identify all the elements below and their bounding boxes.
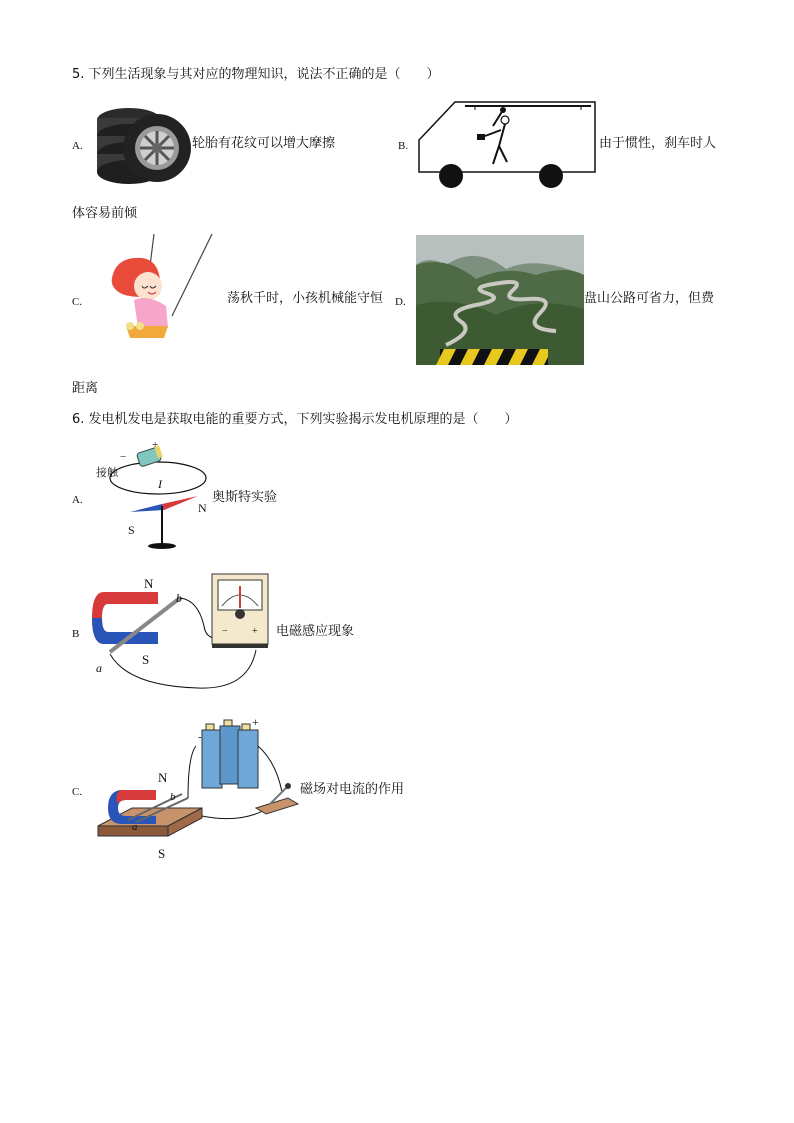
mountain-road-image bbox=[416, 235, 584, 365]
q5-option-d-text: 盘山公路可省力，但费 bbox=[584, 291, 715, 306]
motor-principle-diagram bbox=[92, 716, 302, 864]
q5-stem: 5. 下列生活现象与其对应的物理知识，说法不正确的是（ ） bbox=[72, 67, 440, 82]
q5-option-a-text: 轮胎有花纹可以增大摩擦 bbox=[192, 136, 336, 151]
q5-option-a-letter: A. bbox=[72, 140, 83, 152]
q6-option-c-letter: C. bbox=[72, 786, 83, 798]
oersted-experiment-diagram bbox=[90, 440, 220, 556]
q5-option-d-cont: 距离 bbox=[72, 381, 99, 396]
battery-plus-label-c: + bbox=[252, 716, 259, 729]
magnet-s-label-c: S bbox=[158, 846, 166, 861]
svg-text:+: + bbox=[252, 626, 258, 637]
swing-girl-image bbox=[108, 234, 224, 350]
q5-option-d-letter: D. bbox=[395, 296, 406, 308]
electromagnetic-induction-diagram bbox=[88, 570, 278, 700]
magnet-n-label-c: N bbox=[158, 770, 168, 785]
battery-minus-label: − bbox=[120, 451, 127, 463]
battery-plus-label: + bbox=[152, 440, 159, 451]
needle-s-label: S bbox=[128, 523, 135, 537]
q5-option-c-letter: C. bbox=[72, 296, 83, 308]
q6-option-b-text: 电磁感应现象 bbox=[276, 624, 355, 639]
q6-option-b-letter: B bbox=[72, 628, 80, 640]
rod-end-a-label-c: a bbox=[132, 821, 138, 833]
q6-stem: 6. 发电机发电是获取电能的重要方式，下列实验揭示发电机原理的是（ ） bbox=[72, 412, 518, 427]
q6-option-a-text: 奥斯特实验 bbox=[212, 490, 278, 505]
magnet-s-label: S bbox=[142, 652, 150, 667]
tire-image bbox=[95, 100, 191, 188]
svg-text:−: − bbox=[222, 626, 228, 637]
touch-label: 接触 bbox=[96, 467, 118, 479]
q6-option-a-letter: A. bbox=[72, 494, 83, 506]
rod-end-b-label-c: b bbox=[170, 791, 176, 803]
q5-option-b-text: 由于惯性，刹车时人 bbox=[599, 136, 717, 151]
magnet-n-label: N bbox=[144, 576, 154, 591]
q6-option-c-text: 磁场对电流的作用 bbox=[300, 782, 405, 797]
battery-minus-label-c: - bbox=[198, 731, 202, 743]
needle-n-label: N bbox=[198, 501, 207, 515]
q5-option-b-cont: 体容易前倾 bbox=[72, 206, 138, 221]
rod-end-a-label: a bbox=[96, 661, 102, 675]
current-label: I bbox=[158, 477, 162, 491]
q5-option-c-text: 荡秋千时，小孩机械能守恒 bbox=[227, 291, 384, 306]
rod-end-b-label: b bbox=[176, 591, 182, 605]
bus-braking-image bbox=[415, 96, 599, 192]
q5-option-b-letter: B. bbox=[398, 140, 409, 152]
